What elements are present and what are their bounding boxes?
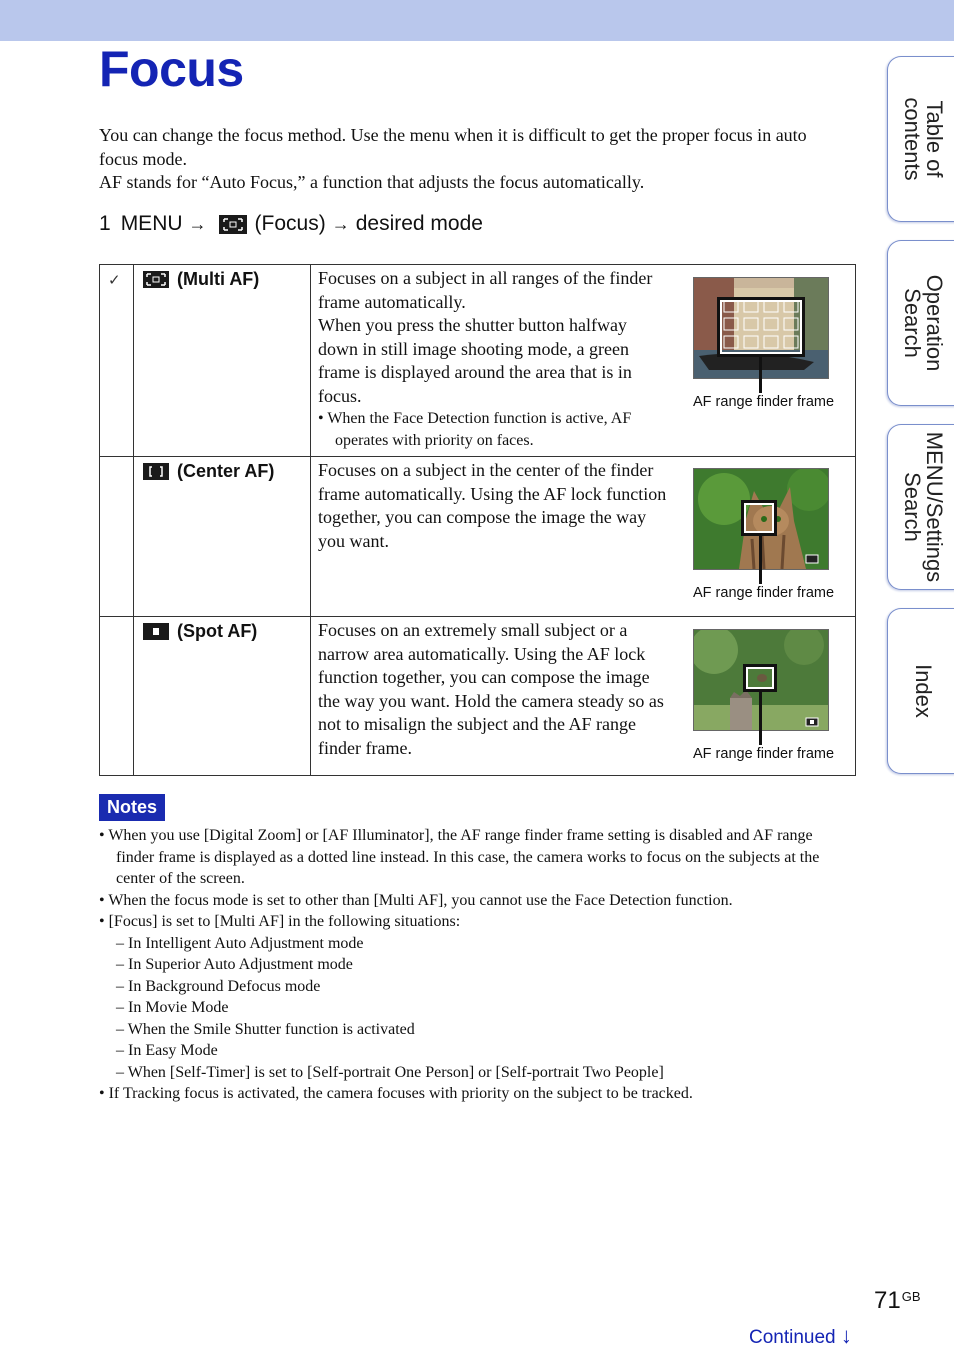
list-subitem: – In Superior Auto Adjustment mode (116, 956, 353, 973)
af-range-frame (741, 500, 777, 536)
tab-table-of-contents[interactable] (887, 56, 954, 222)
figure-caption: AF range finder frame (693, 746, 835, 762)
step-desired: desired mode (355, 212, 483, 235)
caption-leader-line (759, 689, 762, 745)
figure-caption: AF range finder frame (693, 585, 835, 601)
step-menu: MENU (120, 212, 183, 235)
list-subitem: – When the Smile Shutter function is activated (116, 1020, 415, 1038)
page-number (874, 1287, 921, 1315)
mode-desc: Focuses on a subject in the center of the finder frame automatically. Using the AF lock function together, you can compose the image the way you want. (318, 460, 667, 551)
caption-leader-line (759, 533, 762, 584)
list-subitem: – In Movie Mode (116, 999, 229, 1016)
intro-text (99, 124, 849, 195)
multi-af-icon (143, 271, 169, 288)
list-subitem: – In Easy Mode (116, 1042, 218, 1059)
mode-name-center-af: (Center AF) (177, 461, 275, 481)
list-item: • When the focus mode is set to other than [Multi AF], you cannot use the Face Detection function. (99, 891, 733, 909)
notes-list (99, 825, 854, 1105)
list-subitem: – When [Self-Timer] is set to [Self-portrait One Person] or [Self-portrait Two People] (116, 1063, 664, 1081)
table-row (100, 457, 856, 617)
mode-name-cell (134, 265, 311, 457)
intro-line-1: You can change the focus method. Use the menu when it is difficult to get the proper focus in auto focus mode. (99, 125, 807, 169)
tab-label: contents (900, 97, 925, 181)
list-item: • If Tracking focus is activated, the camera focuses with priority on the subject to be tracked. (99, 1085, 693, 1102)
checkmark-icon: ✓ (108, 271, 121, 289)
continued-label: Continued (749, 1327, 836, 1348)
notes-badge: Notes (99, 794, 165, 821)
tab-label: MENU/Settings (922, 431, 947, 583)
tab-label: Search (900, 288, 925, 358)
mode-desc-cell (311, 457, 856, 617)
page-number-value: 71 (874, 1287, 901, 1314)
mode-note: • When the Face Detection function is active, AF operates with priority on faces. (318, 410, 632, 449)
header-band (0, 0, 954, 41)
mode-desc-cell (311, 265, 856, 457)
tab-label: Table of (922, 100, 947, 178)
tab-operation-search[interactable] (887, 240, 954, 406)
default-mark-cell (100, 457, 134, 617)
af-range-frame (717, 297, 805, 357)
mode-desc: When you press the shutter button halfway down in still image shooting mode, a green frame is displayed around the area that is in focus. (318, 315, 632, 406)
arrow-down-icon: ↓ (840, 1323, 852, 1348)
table-row (100, 265, 856, 457)
list-item: • [Focus] is set to [Multi AF] in the following situations: (99, 913, 461, 930)
list-subitem: – In Background Defocus mode (116, 977, 321, 995)
mode-desc-cell (311, 617, 856, 776)
list-item: • When you use [Digital Zoom] or [AF Illuminator], the AF range finder frame setting is disabled and AF range finder frame is displayed as a dotted line instead. In this case, the camera works to focus on the subjects at the center of the screen. (99, 827, 820, 887)
arrow-right-icon: → (331, 213, 350, 234)
default-mark-cell (100, 265, 134, 457)
continued-link[interactable] (749, 1323, 852, 1349)
table-row (100, 617, 856, 776)
step-number: 1 (99, 212, 111, 235)
af-range-frame (743, 664, 777, 692)
caption-leader-line (759, 354, 762, 393)
focus-mode-table (99, 264, 856, 776)
multi-af-icon (219, 215, 247, 234)
mode-desc: Focuses on an extremely small subject or a narrow area automatically. Using the AF lock function together, you can compose the image the way you want. Hold the camera steady so as not to misalign the subject and the AF range finder frame. (318, 620, 664, 758)
tab-index[interactable] (887, 608, 954, 774)
tab-label: Operation (922, 274, 947, 372)
mode-desc: Focuses on a subject in all ranges of the finder frame automatically. (318, 268, 653, 312)
page-title: Focus (99, 41, 244, 97)
tab-menu-settings-search[interactable] (887, 424, 954, 590)
intro-line-2: AF stands for “Auto Focus,” a function that adjusts the focus automatically. (99, 172, 645, 192)
arrow-right-icon: → (188, 213, 207, 234)
step-instruction (99, 212, 483, 236)
tab-label: Search (900, 472, 925, 542)
step-focus-label: (Focus) (254, 212, 326, 235)
center-af-icon (143, 463, 169, 480)
mode-name-cell (134, 457, 311, 617)
figure-caption: AF range finder frame (693, 394, 835, 410)
page-number-suffix: GB (901, 1289, 921, 1304)
mode-name-multi-af: (Multi AF) (177, 269, 260, 289)
spot-af-icon (143, 623, 169, 640)
mode-name-spot-af: (Spot AF) (177, 621, 258, 641)
mode-name-cell (134, 617, 311, 776)
list-subitem: – In Intelligent Auto Adjustment mode (116, 934, 364, 952)
tab-label: Index (911, 664, 936, 718)
default-mark-cell (100, 617, 134, 776)
